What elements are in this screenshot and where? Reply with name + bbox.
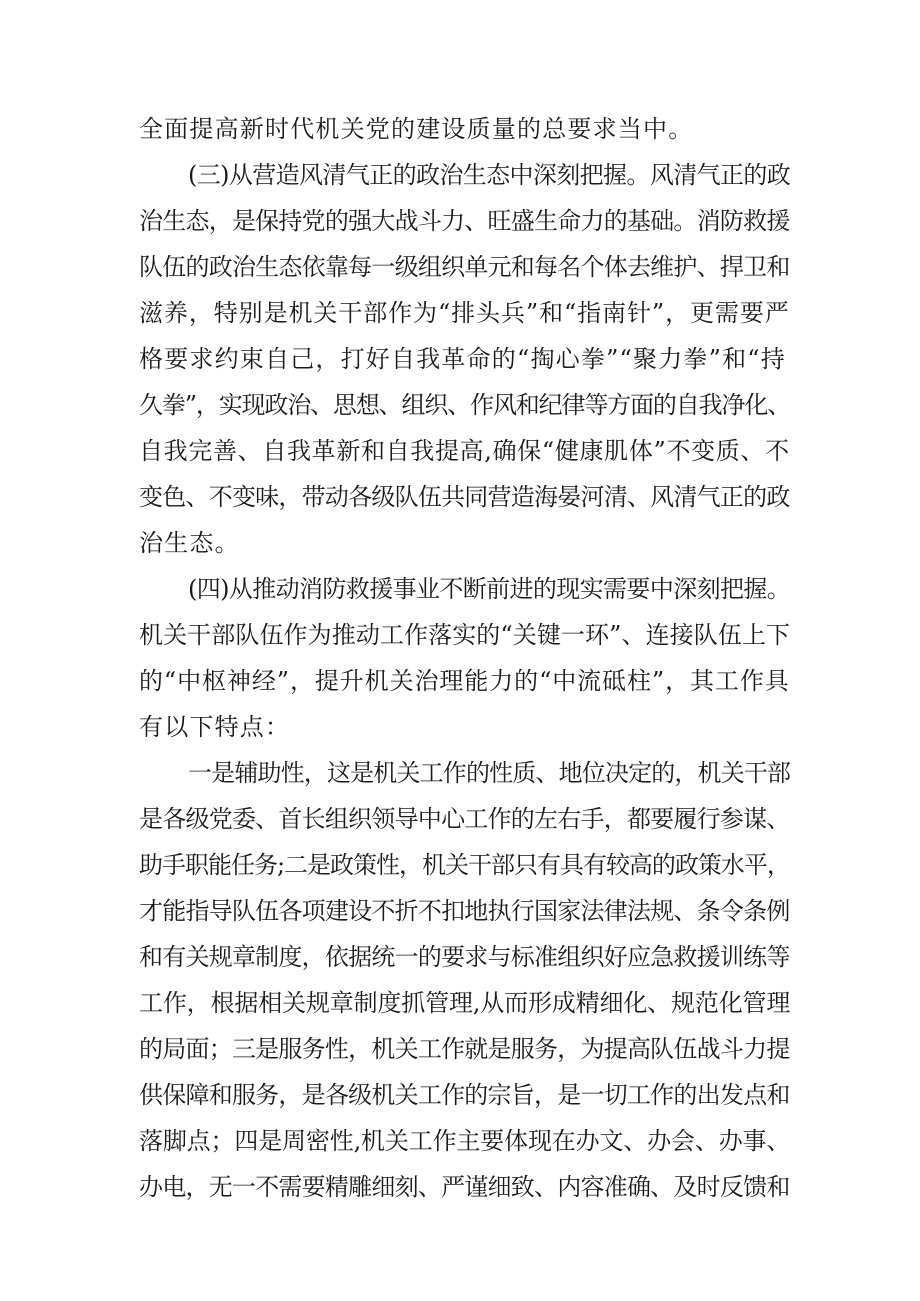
text-line: 是各级党委、首长组织领导中心工作的左右手，都要履行参谋、 [139, 805, 790, 833]
section-heading-3: (三)从营造风清气正的政治生态中深刻把握。风清气正的政 [188, 161, 791, 189]
paragraph-start: 一是辅助性，这是机关工作的性质、地位决定的，机关干部 [188, 759, 791, 787]
text-line: 机关干部队伍作为推动工作落实的“关键一环”、连接队伍上下 [139, 621, 791, 649]
text-line: 的“中枢神经”，提升机关治理能力的“中流砥柱”，其工作具 [139, 667, 790, 695]
text-line: 变色、不变味，带动各级队伍共同营造海晏河清、风清气正的政 [139, 483, 790, 511]
text-line: 治生态。 [139, 529, 240, 557]
text-line: 自我完善、自我革新和自我提高,确保“健康肌体”不变质、不 [139, 437, 790, 465]
text-line: 工作，根据相关规章制度抓管理,从而形成精细化、规范化管理 [139, 989, 791, 1017]
text-line: 和有关规章制度，依据统一的要求与标准组织好应急救援训练等 [139, 943, 790, 971]
text-line: 治生态，是保持党的强大战斗力、旺盛生命力的基础。消防救援 [139, 207, 790, 235]
text-line: 全面提高新时代机关党的建设质量的总要求当中。 [139, 115, 694, 143]
text-line: 队伍的政治生态依靠每一级组织单元和每名个体去维护、捍卫和 [139, 253, 790, 281]
text-line: 久拳”，实现政治、思想、组织、作风和纪律等方面的自我净化、 [139, 391, 791, 419]
text-line: 供保障和服务，是各级机关工作的宗旨，是一切工作的出发点和 [139, 1081, 790, 1109]
text-line: 滋养，特别是机关干部作为“排头兵”和“指南针”，更需要严 [139, 299, 790, 327]
text-line: 格要求约束自己，打好自我革命的“掏心拳”“聚力拳”和“持 [139, 345, 786, 373]
text-line: 办电，无一不需要精雕细刻、严谨细致、内容准确、及时反馈和 [139, 1173, 790, 1201]
text-line: 落脚点；四是周密性,机关工作主要体现在办文、办会、办事、 [139, 1127, 791, 1155]
text-line: 助手职能任务;二是政策性，机关干部只有具有较高的政策水平， [139, 851, 790, 879]
section-heading-4: (四)从推动消防救援事业不断前进的现实需要中深刻把握。 [188, 575, 791, 603]
text-line: 才能指导队伍各项建设不折不扣地执行国家法律法规、条令条例 [139, 897, 790, 925]
text-line: 的局面；三是服务性，机关工作就是服务，为提高队伍战斗力提 [139, 1035, 790, 1063]
text-line: 有以下特点： [139, 713, 291, 741]
